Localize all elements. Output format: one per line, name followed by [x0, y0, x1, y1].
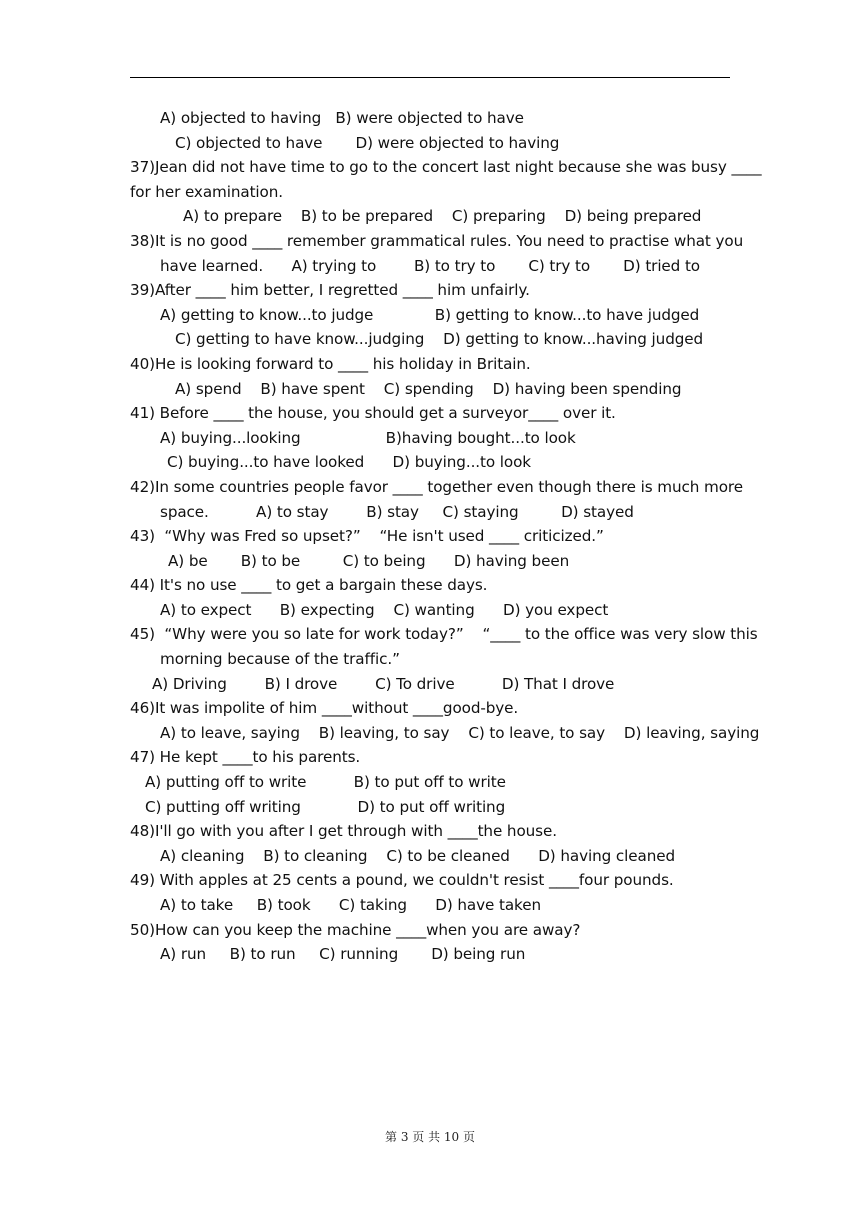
text-line: A) run B) to run C) running D) being run [160, 945, 526, 964]
text-line: 44) It's no use ____ to get a bargain these days. [130, 576, 488, 595]
text-line: 49) With apples at 25 cents a pound, we couldn't resist ____four pounds. [130, 871, 674, 890]
text-line: 47) He kept ____to his parents. [130, 748, 361, 767]
text-line: A) buying...looking B)having bought...to look [160, 428, 576, 447]
text-line: 45) “Why were you so late for work today?” “____ to the office was very slow this [130, 625, 758, 644]
text-line: 39)After ____ him better, I regretted ____ him unfairly. [130, 281, 530, 300]
text-line: A) spend B) have spent C) spending D) having been spending [175, 379, 682, 398]
text-line: A) getting to know...to judge B) getting to know...to have judged [160, 305, 700, 324]
text-line: 50)How can you keep the machine ____when you are away? [130, 920, 581, 939]
text-line: 38)It is no good ____ remember grammatical rules. You need to practise what you [130, 231, 744, 250]
text-line: 41) Before ____ the house, you should get a surveyor____ over it. [130, 404, 616, 423]
page-footer: 第 3 页 共 10 页 [385, 1130, 475, 1144]
text-line: have learned. A) trying to B) to try to C) try to D) tried to [160, 256, 700, 275]
text-line: morning because of the traffic.” [160, 650, 400, 669]
text-line: A) putting off to write B) to put off to write [145, 773, 506, 792]
exercise-text [130, 106, 762, 967]
text-line: A) to take B) took C) taking D) have taken [160, 896, 541, 914]
text-line: C) buying...to have looked D) buying...to look [167, 453, 531, 472]
text-line: A) to prepare B) to be prepared C) preparing D) being prepared [183, 207, 702, 226]
text-line: A) to leave, saying B) leaving, to say C) to leave, to say D) leaving, saying [160, 723, 760, 742]
text-line: space. A) to stay B) stay C) staying D) stayed [160, 502, 634, 521]
text-line: 43) “Why was Fred so upset?” “He isn't used ____ criticized.” [130, 527, 604, 546]
text-line: A) objected to having B) were objected to have [160, 109, 524, 127]
text-line: A) cleaning B) to cleaning C) to be cleaned D) having cleaned [160, 846, 676, 865]
text-line: C) objected to have D) were objected to having [175, 133, 560, 152]
text-line: 42)In some countries people favor ____ together even though there is much more [130, 477, 743, 496]
text-line: A) to expect B) expecting C) wanting D) you expect [160, 600, 609, 619]
header-rule [130, 77, 730, 78]
text-line: 48)I'll go with you after I get through with ____the house. [130, 822, 557, 841]
text-line: 46)It was impolite of him ____without ____good-bye. [130, 699, 519, 718]
text-line: 37)Jean did not have time to go to the concert last night because she was busy ____ [130, 158, 762, 177]
text-line: A) Driving B) I drove C) To drive D) That I drove [152, 674, 615, 693]
text-line: C) putting off writing D) to put off writing [145, 797, 506, 816]
text-line: C) getting to have know...judging D) getting to know...having judged [175, 330, 704, 349]
text-line: 40)He is looking forward to ____ his holiday in Britain. [130, 354, 531, 373]
text-line: A) be B) to be C) to being D) having been [168, 551, 570, 570]
text-line: for her examination. [130, 182, 283, 201]
